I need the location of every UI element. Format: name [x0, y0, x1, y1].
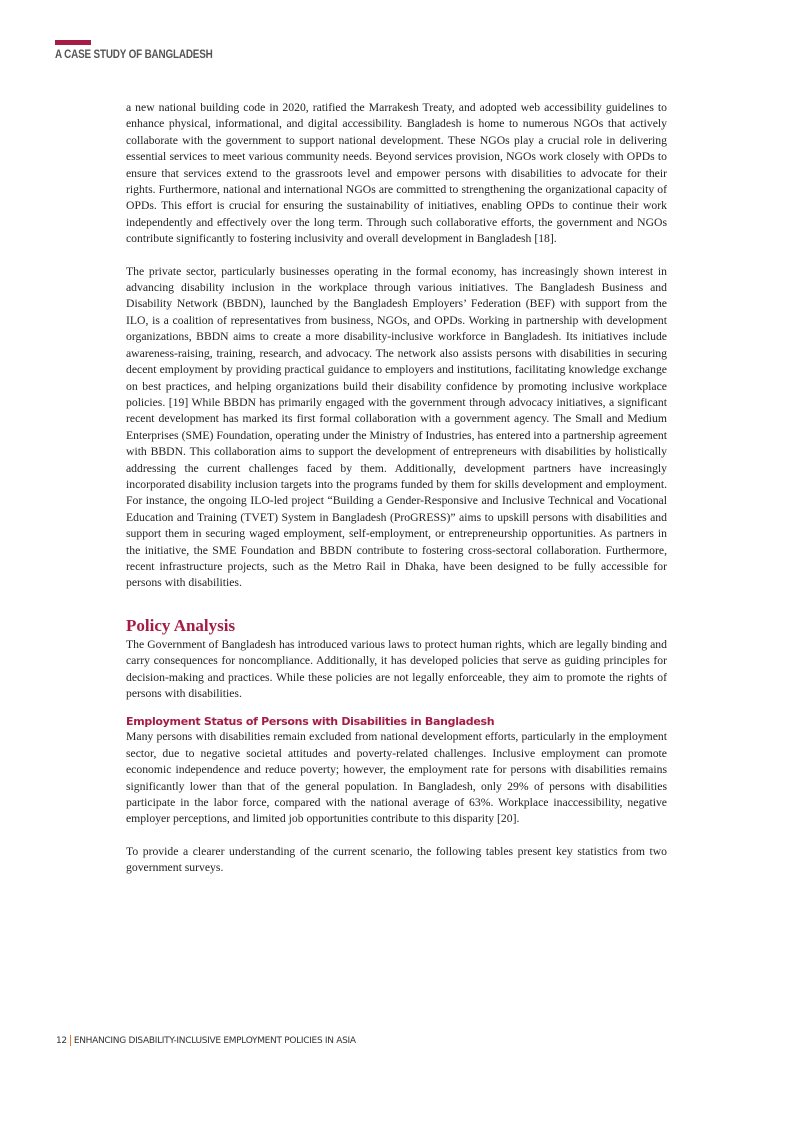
paragraph-ngo-collaboration: a new national building code in 2020, ratified the Marrakesh Treaty, and adopted web accessibility guidelines to enhance physical, informational, and digital accessibility. Bangladesh is home to numerous NGOs that actively collaborate with the government to support national development. These NGOs play a crucial role in delivering essential services to meet various community needs. Beyond services provision, NGOs work closely with OPDs to ensure that services extend to the grassroots level and empower persons with disabilities to advocate for their rights. Furthermore, national and international NGOs are committed to strengthening the organizational capacity of OPDs. This effort is crucial for ensuring the sustainability of initiatives, enabling OPDs to continue their work independently and effectively over the long term. Through such collaborative efforts, the government and NGOs contribute significantly to fostering inclusivity and overall development in Bangladesh [18].: [126, 101, 667, 246]
running-header-title: A CASE STUDY OF BANGLADESH: [55, 49, 213, 61]
paragraph-private-sector: The private sector, particularly businesses operating in the formal economy, has increasingly shown interest in advancing disability inclusion in the workplace through various initiatives. The Bangladesh Business and Disability Network (BBDN), launched by the Bangladesh Employers’ Federation (BEF) with support from the ILO, is a coalition of representatives from business, NGOs, and OPDs. Working in partnership with development organizations, BBDN aims to create a more disability-inclusive workforce in Bangladesh. Its initiatives include awareness-raising, training, research, and advocacy. The network also assists persons with disabilities in securing decent employment by providing practical guidance to employers and institutions, facilitating knowledge exchange on best practices, and helping organizations build their disability confidence by promoting inclusive workplace policies. [19] While BBDN has primarily engaged with the government through advocacy initiatives, a significant recent development has marked its first formal collaboration with a government agency. The Small and Medium Enterprises (SME) Foundation, operating under the Ministry of Industries, has entered into a partnership agreement with BBDN. This collaboration aims to support the development of entrepreneurs with disabilities by holistically addressing the current challenges faced by them. Additionally, development partners have increasingly incorporated disability inclusion targets into the programs funded by them for skills development and employment. For instance, the ongoing ILO-led project “Building a Gender-Responsive and Inclusive Technical and Vocational Education and Training (TVET) System in Bangladesh (ProGRESS)” aims to upskill persons with disabilities and support them in securing waged employment, self-employment, or entrepreneurship opportunities. As partners in the initiative, the SME Foundation and BBDN contribute to fostering cross-sectoral collaboration. Furthermore, recent infrastructure projects, such as the Metro Rail in Dhaka, have been designed to be fully accessible for persons with disabilities.: [126, 264, 667, 590]
subsection-heading-employment-status: Employment Status of Persons with Disabilities in Bangladesh: [126, 715, 495, 729]
footer-separator: [70, 1035, 71, 1046]
publication-title: ENHANCING DISABILITY-INCLUSIVE EMPLOYMENT POLICIES IN ASIA: [73, 1035, 356, 1046]
page-content: [126, 100, 667, 877]
paragraph-employment-status: Many persons with disabilities remain excluded from national development efforts, particularly in the employment sector, due to negative societal attitudes and poverty-related challenges. Inclusive employment can promote economic independence and reduce poverty; however, the employment rate for persons with disabilities remains significantly lower than that of the general population. In Bangladesh, only 29% of persons with disabilities participate in the labor force, compared with the national average of 63%. Workplace inaccessibility, negative employer perceptions, and limited job opportunities contribute to this disparity [20].: [126, 730, 667, 826]
paragraph-spacer: [126, 248, 667, 264]
header-accent-bar: [55, 40, 91, 45]
paragraph-spacer: [126, 828, 667, 844]
paragraph-tables-intro: To provide a clearer understanding of the current scenario, the following tables present key statistics from two government surveys.: [126, 844, 667, 875]
page-footer: [56, 1035, 356, 1046]
paragraph-policy-analysis: The Government of Bangladesh has introduced various laws to protect human rights, which are legally binding and carry consequences for noncompliance. Additionally, it has developed policies that serve as guiding principles for decision-making and practices. While these policies are not legally enforceable, they aim to promote the rights of persons with disabilities.: [126, 637, 667, 700]
section-heading-policy-analysis: Policy Analysis: [126, 615, 236, 635]
page-number: 12: [56, 1035, 67, 1046]
